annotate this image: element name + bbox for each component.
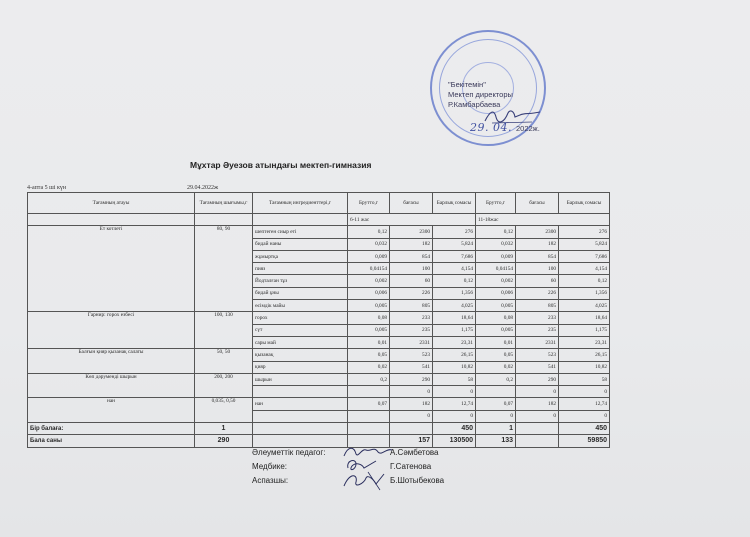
total-b: 4,025: [559, 300, 610, 312]
gross-a: 0,002: [348, 275, 390, 287]
price-a: 182: [390, 398, 433, 410]
dish-name: Гарнир: горох езбесі: [28, 312, 195, 349]
children-count-row: [28, 435, 610, 447]
total-b: 0: [559, 386, 610, 398]
gross-b: 0,01: [476, 336, 516, 348]
gross-b: 0,009: [476, 250, 516, 262]
gross-b: [476, 386, 516, 398]
price-b: 100: [516, 263, 559, 275]
approval-date-suffix: 2022ж.: [516, 124, 540, 133]
price-b: 226: [516, 287, 559, 299]
dish-yield: 50, 50: [195, 349, 253, 374]
gross-b: 0,005: [476, 324, 516, 336]
total-a: 1,175: [433, 324, 476, 336]
price-b: 0: [516, 410, 559, 422]
approval-line-1: "Бекітемін": [448, 80, 486, 89]
age-group-row: [28, 214, 610, 226]
price-b: 182: [516, 398, 559, 410]
gross-a: 0,006: [348, 287, 390, 299]
dish-name: нан: [28, 398, 195, 423]
ingredient: [253, 410, 348, 422]
col-total-a: Барлық сомасы: [433, 193, 476, 214]
col-yield: Тағамның шығымы,г: [195, 193, 253, 214]
children-count-b: 133: [476, 435, 516, 447]
total-b: 7,686: [559, 250, 610, 262]
col-ingredients: Тағамның ингредиенттері,г: [253, 193, 348, 214]
menu-date: 29.04.2022ж: [187, 185, 219, 191]
ingredient: пияз: [253, 263, 348, 275]
gross-a: 0,005: [348, 300, 390, 312]
total-a: 26,15: [433, 349, 476, 361]
total-a: 5,824: [433, 238, 476, 250]
price-b: 541: [516, 361, 559, 373]
col-gross-a: Брутто,г: [348, 193, 390, 214]
menu-table: [27, 192, 610, 448]
total-b: 18,64: [559, 312, 610, 324]
gross-a: 0,02: [348, 361, 390, 373]
price-a: 226: [390, 287, 433, 299]
dish-name: Балғын қияр қызанақ салаты: [28, 349, 195, 374]
approval-line-2: Мектеп директоры: [448, 90, 513, 99]
table-row: [28, 398, 610, 410]
gross-b: 0,002: [476, 275, 516, 287]
signature-role: Медбике:: [252, 462, 288, 471]
per-child-total-b: 450: [559, 423, 610, 435]
dish-yield: 100, 130: [195, 312, 253, 349]
total-b: 1,356: [559, 287, 610, 299]
gross-a: 0,005: [348, 324, 390, 336]
total-a: 18,64: [433, 312, 476, 324]
col-total-b: Барлық сомасы: [559, 193, 610, 214]
children-label: Бала саны: [28, 435, 195, 447]
signature-name: Г.Сатенова: [390, 462, 432, 471]
gross-b: 0,02: [476, 361, 516, 373]
total-a: 58: [433, 373, 476, 385]
total-a: 4,025: [433, 300, 476, 312]
children-total-a: 130500: [433, 435, 476, 447]
price-b: 0: [516, 386, 559, 398]
dish-name: Көп дәруменді шырын: [28, 373, 195, 398]
price-b: 2331: [516, 336, 559, 348]
gross-a: 0,032: [348, 238, 390, 250]
ingredient: қияр: [253, 361, 348, 373]
children-count-a: 157: [390, 435, 433, 447]
price-b: 233: [516, 312, 559, 324]
total-b: 276: [559, 226, 610, 238]
price-a: 60: [390, 275, 433, 287]
gross-b: 0,12: [476, 226, 516, 238]
col-price-a: бағасы: [390, 193, 433, 214]
gross-b: 0,04154: [476, 263, 516, 275]
price-b: 805: [516, 300, 559, 312]
gross-a: 0,12: [348, 226, 390, 238]
per-child-row: [28, 423, 610, 435]
total-a: 4,154: [433, 263, 476, 275]
table-row: [28, 373, 610, 385]
total-a: 10,82: [433, 361, 476, 373]
gross-a: [348, 410, 390, 422]
price-a: 2331: [390, 336, 433, 348]
dish-name: Ет котлеті: [28, 226, 195, 312]
ingredient: нан: [253, 398, 348, 410]
total-a: 12,74: [433, 398, 476, 410]
total-b: 26,15: [559, 349, 610, 361]
gross-a: 0,04154: [348, 263, 390, 275]
price-a: 235: [390, 324, 433, 336]
price-b: 60: [516, 275, 559, 287]
signature-scribble-cook: [340, 470, 390, 492]
price-a: 523: [390, 349, 433, 361]
total-b: 12,74: [559, 398, 610, 410]
total-a: 23,31: [433, 336, 476, 348]
total-a: 276: [433, 226, 476, 238]
total-b: 1,175: [559, 324, 610, 336]
ingredient: өсімдік майы: [253, 300, 348, 312]
gross-a: 0,08: [348, 312, 390, 324]
total-b: 23,31: [559, 336, 610, 348]
age-group-b: 11-18жас: [476, 214, 610, 226]
ingredient: сары май: [253, 336, 348, 348]
ingredient: жұмыртқа: [253, 250, 348, 262]
total-b: 0: [559, 410, 610, 422]
table-row: [28, 349, 610, 361]
gross-b: 0,08: [476, 312, 516, 324]
dish-yield: 80, 90: [195, 226, 253, 312]
price-b: 235: [516, 324, 559, 336]
gross-a: 0,01: [348, 336, 390, 348]
children-yield: 290: [195, 435, 253, 447]
gross-b: 0: [476, 410, 516, 422]
signature-role: Аспазшы:: [252, 476, 289, 485]
price-a: 805: [390, 300, 433, 312]
ingredient: горох: [253, 312, 348, 324]
per-child-total-a: 450: [433, 423, 476, 435]
price-a: 2300: [390, 226, 433, 238]
ingredient: қызанақ: [253, 349, 348, 361]
gross-b: 0,2: [476, 373, 516, 385]
ingredient: бидай ұны: [253, 287, 348, 299]
total-b: 10,82: [559, 361, 610, 373]
ingredient: сүт: [253, 324, 348, 336]
price-b: 182: [516, 238, 559, 250]
table-row: [28, 312, 610, 324]
table-row: [28, 226, 610, 238]
col-price-b: бағасы: [516, 193, 559, 214]
gross-b: 0,006: [476, 287, 516, 299]
price-b: 854: [516, 250, 559, 262]
total-a: 0,12: [433, 275, 476, 287]
gross-b: 0,07: [476, 398, 516, 410]
approval-line-3: Р.Камбарбаева: [448, 100, 501, 109]
children-total-b: 59850: [559, 435, 610, 447]
age-group-a: 6-11 жас: [348, 214, 476, 226]
price-a: 541: [390, 361, 433, 373]
total-b: 0,12: [559, 275, 610, 287]
price-b: 523: [516, 349, 559, 361]
price-a: 182: [390, 238, 433, 250]
price-b: 290: [516, 373, 559, 385]
gross-a: [348, 386, 390, 398]
total-a: 0: [433, 386, 476, 398]
price-a: 290: [390, 373, 433, 385]
price-a: 233: [390, 312, 433, 324]
total-b: 4,154: [559, 263, 610, 275]
price-b: 2300: [516, 226, 559, 238]
gross-a: 0,2: [348, 373, 390, 385]
per-child-yield: 1: [195, 423, 253, 435]
total-b: 5,824: [559, 238, 610, 250]
price-a: 100: [390, 263, 433, 275]
ingredient: шырын: [253, 373, 348, 385]
price-a: 854: [390, 250, 433, 262]
total-b: 58: [559, 373, 610, 385]
gross-a: 0,05: [348, 349, 390, 361]
gross-a: 0,07: [348, 398, 390, 410]
handwritten-date: 29. 04.: [470, 121, 512, 134]
dish-yield: 0,035, 0,50: [195, 398, 253, 423]
document-title: Мұхтар Әуезов атындағы мектеп-гимназия: [190, 160, 372, 170]
price-a: 0: [390, 410, 433, 422]
ingredient: Йодталған тұз: [253, 275, 348, 287]
header-row: [28, 193, 610, 214]
ingredient: [253, 386, 348, 398]
col-gross-b: Брутто,г: [476, 193, 516, 214]
ingredient: шептеген сиыр еті: [253, 226, 348, 238]
dish-yield: 200, 200: [195, 373, 253, 398]
gross-a: 0,009: [348, 250, 390, 262]
ingredient: бидай наны: [253, 238, 348, 250]
total-a: 1,356: [433, 287, 476, 299]
gross-b: 0,032: [476, 238, 516, 250]
price-a: 0: [390, 386, 433, 398]
signature-name: Б.Шотыбекова: [390, 476, 445, 485]
gross-b: 0,05: [476, 349, 516, 361]
total-a: 0: [433, 410, 476, 422]
per-child-label: Бір балаға:: [28, 423, 195, 435]
per-child-gross-b: 1: [476, 423, 516, 435]
total-a: 7,686: [433, 250, 476, 262]
gross-b: 0,005: [476, 300, 516, 312]
week-day: 4-апта 5 ші күн: [27, 185, 67, 191]
signature-role: Әлеуметтік педагог:: [252, 448, 326, 457]
col-dish: Тағамның атауы: [28, 193, 195, 214]
signature-name: А.Сәмбетова: [390, 448, 439, 457]
